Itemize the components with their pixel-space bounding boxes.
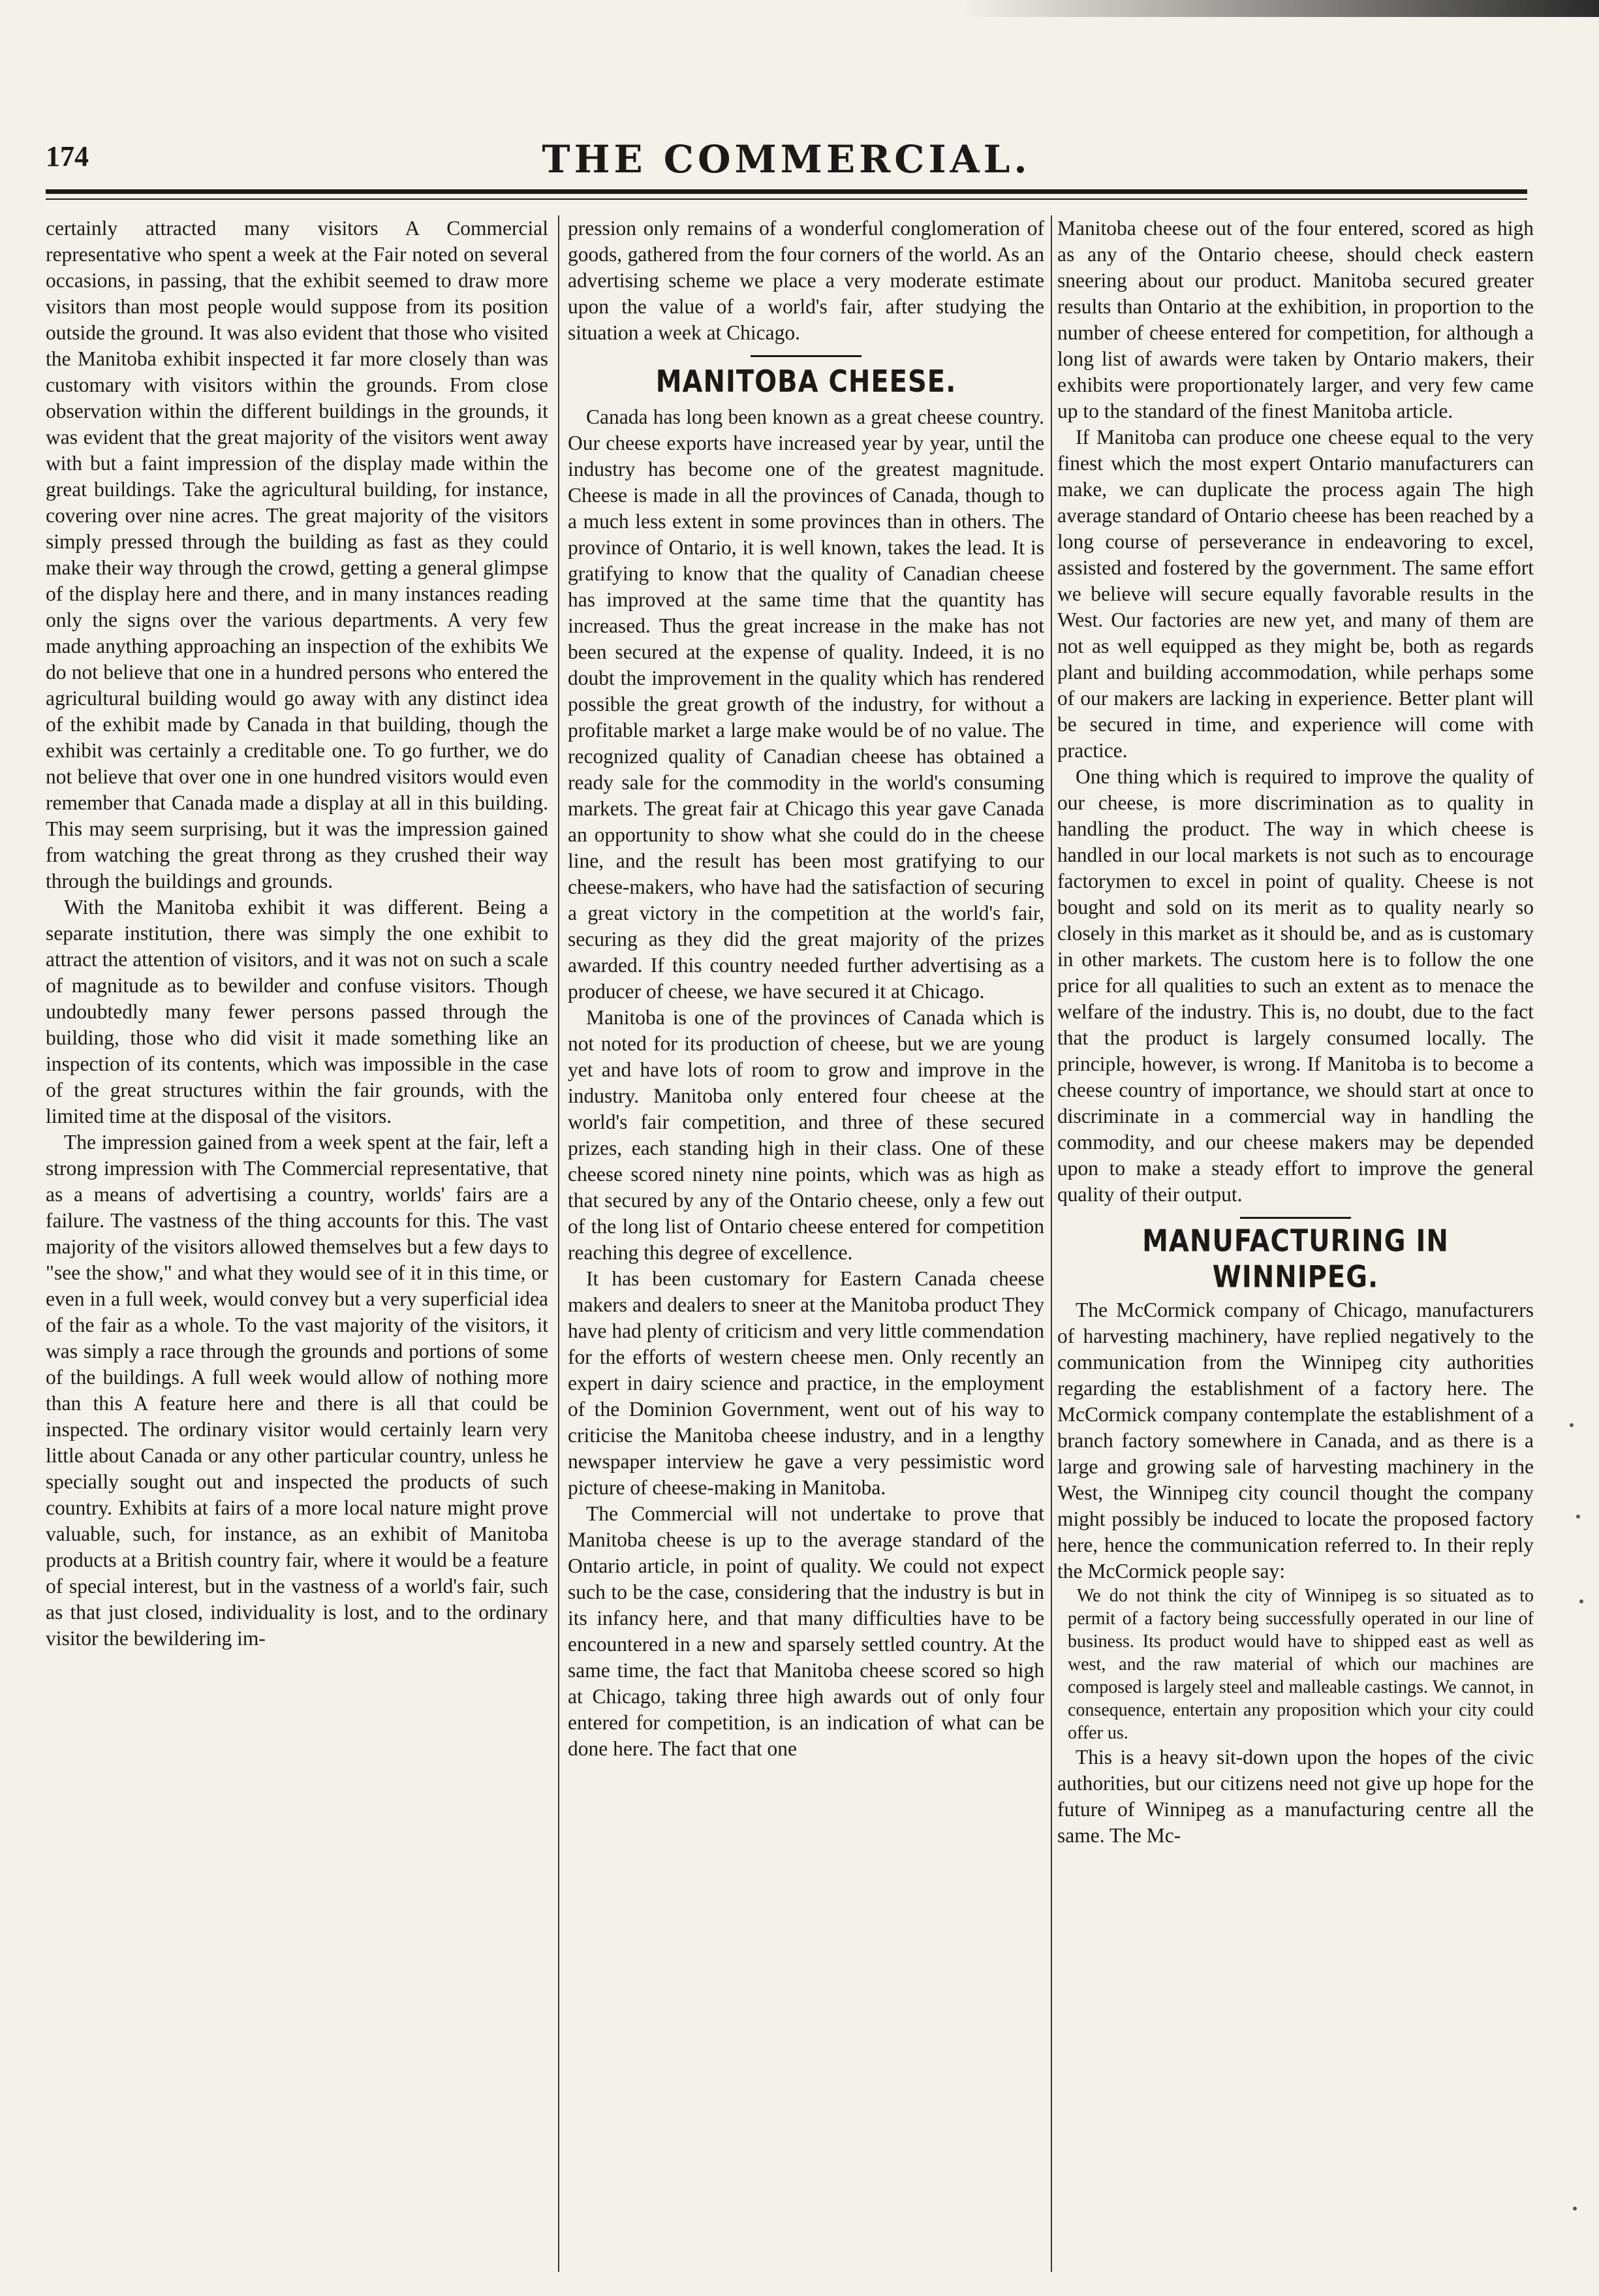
section-rule bbox=[751, 355, 862, 357]
quoted-letter bbox=[1057, 1584, 1534, 1744]
article-paragraph: Manitoba cheese out of the four entered, scored as high as any of the Ontario cheese, should check eastern sneering about our product. Manitoba secured greater results than Ontario at the exhibition, in proportion to the number of cheese entered for competition, for although a long list of awards were taken by Ontario makers, their exhibits were proportionately larger, and very few came up to the standard of the finest Manitoba article. bbox=[1057, 217, 1534, 422]
article-paragraph: If Manitoba can produce one cheese equal to the very finest which the most expert Ontario manufacturers can make, we can duplicate the process again The high average standard of Ontario cheese has been reached by a long course of perseverance in endeavoring to excel, assisted and fostered by the government. The same effort we believe will secure equally favorable results in the West. Our factories are new yet, and many of them are not as well equipped as they might be, both as regards plant and building accommodation, while perhaps some of our makers are lacking in experience. Better plant will be secured in time, and experience will come with practice. bbox=[1057, 426, 1534, 762]
article-paragraph: This is a heavy sit-down upon the hopes of the civic authorities, but our citizens need not give up hope for the future of Winnipeg as a manufacturing centre all the same. The Mc- bbox=[1057, 1746, 1534, 1847]
article-paragraph: pression only remains of a wonderful conglomeration of goods, gathered from the four corners of the world. As an advertising scheme we place a very moderate estimate upon the value of a world's fair, after studying the situation a week at Chicago. bbox=[568, 217, 1044, 344]
article-paragraph: One thing which is required to improve the quality of our cheese, is more discrimination as to quality in handling the product. The way in which cheese is handled in our local markets is not such as to encourage factorymen to excel in point of quality. Cheese is not bought and sold on its merit as to quality nearly so closely in this market as it should be, and as is customary in other markets. The custom here is to follow the one price for all qualities to such an extent as to menace the welfare of the industry. This is, no doubt, due to the fact that the product is largely consumed locally. The principle, however, is wrong. If Manitoba is to become a cheese country of importance, we should start at once to discriminate in a commercial way in handling the commodity, and our cheese makers may be depended upon to make a steady effort to improve the general quality of their output. bbox=[1057, 765, 1534, 1206]
article-paragraph: It has been customary for Eastern Canada cheese makers and dealers to sneer at the Manitoba product They have had plenty of criticism and very little commendation for the efforts of western cheese men. Only recently an expert in dairy science and practice, in the employment of the Dominion Government, went out of his way to criticise the Manitoba cheese industry, and in a lengthy newspaper interview he gave a very pessimistic word picture of cheese-making in Manitoba. bbox=[568, 1267, 1044, 1499]
scan-speck bbox=[1579, 1599, 1583, 1603]
scan-edge bbox=[0, 0, 1599, 17]
article-paragraph: With the Manitoba exhibit it was different. Being a separate institution, there was simply the one exhibit to attract the attention of visitors, and it was not on such a scale of magnitude as to bewilder and confuse visitors. Though undoubtedly many fewer persons passed through the building, those who did visit it made something like an inspection of its contents, which was impossible in the case of the great structures within the fair grounds, with the limited time at the disposal of the visitors. bbox=[46, 896, 548, 1127]
article-paragraph: The McCormick company of Chicago, manufacturers of harvesting machinery, have replied negatively to the communication from the Winnipeg city authorities regarding the establishment of a factory here. The McCormick company contemplate the establishment of a branch factory somewhere in Canada, and as there is a large and growing sale of harvesting machinery in the West, the Winnipeg city council thought the company might possibly be induced to locate the proposed factory here, hence the communication referred to. In their reply the McCormick people say: bbox=[1057, 1298, 1534, 1582]
scan-speck bbox=[1573, 2207, 1577, 2210]
column-1 bbox=[46, 215, 548, 2272]
column-divider bbox=[1051, 215, 1052, 2272]
column-divider bbox=[558, 215, 559, 2272]
scan-speck bbox=[1570, 1423, 1574, 1427]
section-heading-manitoba-cheese: MANITOBA CHEESE. bbox=[655, 364, 957, 400]
article-paragraph: Canada has long been known as a great cheese country. Our cheese exports have increased year by year, until the industry has become one of the greatest magnitude. Cheese is made in all the provinces of Canada, though to a much less extent in some provinces than in others. The province of Ontario, it is well known, takes the lead. It is gratifying to know that the quality of Canadian cheese has improved at the same time that the quantity has increased. Thus the great increase in the make has not been secured at the expense of quality. Indeed, it is no doubt the improvement in the quality which has rendered possible the great growth of the industry, for without a profitable market a large make would be of no value. The recognized quality of Canadian cheese has obtained a ready sale for the commodity in the world's consuming markets. The great fair at Chicago this year gave Canada an opportunity to show what she could do in the cheese line, and the result has been most gratifying to our cheese-makers, who have had the satisfaction of securing a great victory in the competition at the world's fair, securing as they did the great majority of the prizes awarded. If this country needed further advertising as a producer of cheese, we have secured it at Chicago. bbox=[568, 405, 1044, 1003]
scan-speck bbox=[1576, 1515, 1580, 1518]
article-paragraph: The impression gained from a week spent at the fair, left a strong impression with The Commercial representative, that as a means of advertising a country, worlds' fairs are a failure. The vastness of the thing accounts for this. The vast majority of the visitors allowed themselves but a few days to "see the show," and what they would see of it in this time, or even in a full week, would convey but a very superficial idea of the fair as a whole. To the vast majority of the visitors, it was simply a race through the grounds and portions of some of the buildings. A full week would allow of nothing more than this A feature here and there is all that could be inspected. The ordinary visitor would certainly learn very little about Canada or any other particular country, unless he specially sought out and inspected the products of such country. Exhibits at fairs of a more local nature might prove valuable, such, for instance, as an exhibit of Manitoba products at a British country fair, where it would be a feature of special interest, but in the vastness of a world's fair, such as that just closed, individuality is lost, and to the ordinary visitor the bewildering im- bbox=[46, 1131, 548, 1650]
section-rule bbox=[1240, 1217, 1351, 1219]
quote-text: We do not think the city of Winnipeg is so situated as to permit of a factory being successfully operated in our line of business. Its product would have to shipped east as well as west, and the raw material of which our machines are composed is largely steel and malleable castings. We cannot, in consequence, entertain any proposition which your city could offer us. bbox=[1068, 1586, 1534, 1743]
column-3 bbox=[1057, 215, 1534, 2272]
section-heading-manufacturing: MANUFACTURING IN WINNIPEG. bbox=[1142, 1223, 1449, 1295]
page-header bbox=[46, 137, 1527, 183]
page-number: 174 bbox=[46, 140, 89, 172]
header-rule-thin bbox=[46, 198, 1527, 200]
masthead-title: THE COMMERCIAL. bbox=[542, 137, 1031, 181]
article-paragraph: certainly attracted many visitors A Commercial representative who spent a week at the Fair noted on several occasions, in passing, that the exhibit seemed to draw more visitors than most people would suppose from its position outside the ground. It was also evident that those who visited the Manitoba exhibit inspected it far more closely than was customary with visitors within the grounds. From close observation within the different buildings in the grounds, it was evident that the great majority of the visitors went away with but a faint impression of the display made within the great buildings. Take the agricultural building, for instance, covering over nine acres. The great majority of the visitors simply pressed through the building as fast as they could make their way through the crowd, getting a general glimpse of the display here and there, and in many instances reading only the signs over the various departments. A very few made anything approaching an inspection of the exhibits We do not believe that one in a hundred persons who entered the agricultural building would go away with any distinct idea of the exhibit made by Canada in that building, though the exhibit was certainly a creditable one. To go further, we do not believe that over one in one hundred visitors would even remember that Canada made a display at all in this building. This may seem surprising, but it was the impression gained from watching the great throng as they crushed their way through the buildings and grounds. bbox=[46, 217, 548, 892]
article-paragraph: The Commercial will not undertake to prove that Manitoba cheese is up to the average standard of the Ontario article, in point of quality. We could not expect such to be the case, considering that the industry is but in its infancy here, and that many difficulties have to be encountered in a new and sparsely settled country. At the same time, the fact that Manitoba cheese scored so high at Chicago, taking three high awards out of only four entered for competition, is an indication of what can be done here. The fact that one bbox=[568, 1502, 1044, 1760]
column-2 bbox=[568, 215, 1044, 2272]
article-paragraph: Manitoba is one of the provinces of Canada which is not noted for its production of cheese, but we are young yet and have lots of room to grow and improve in the industry. Manitoba only entered four cheese at the world's fair competition, and three of these secured prizes, each standing high in their class. One of these cheese scored ninety nine points, which was as high as that secured by any of the Ontario cheese, only a few out of the long list of Ontario cheese entered for competition reaching this degree of excellence. bbox=[568, 1006, 1044, 1264]
header-rule-heavy bbox=[46, 189, 1527, 194]
